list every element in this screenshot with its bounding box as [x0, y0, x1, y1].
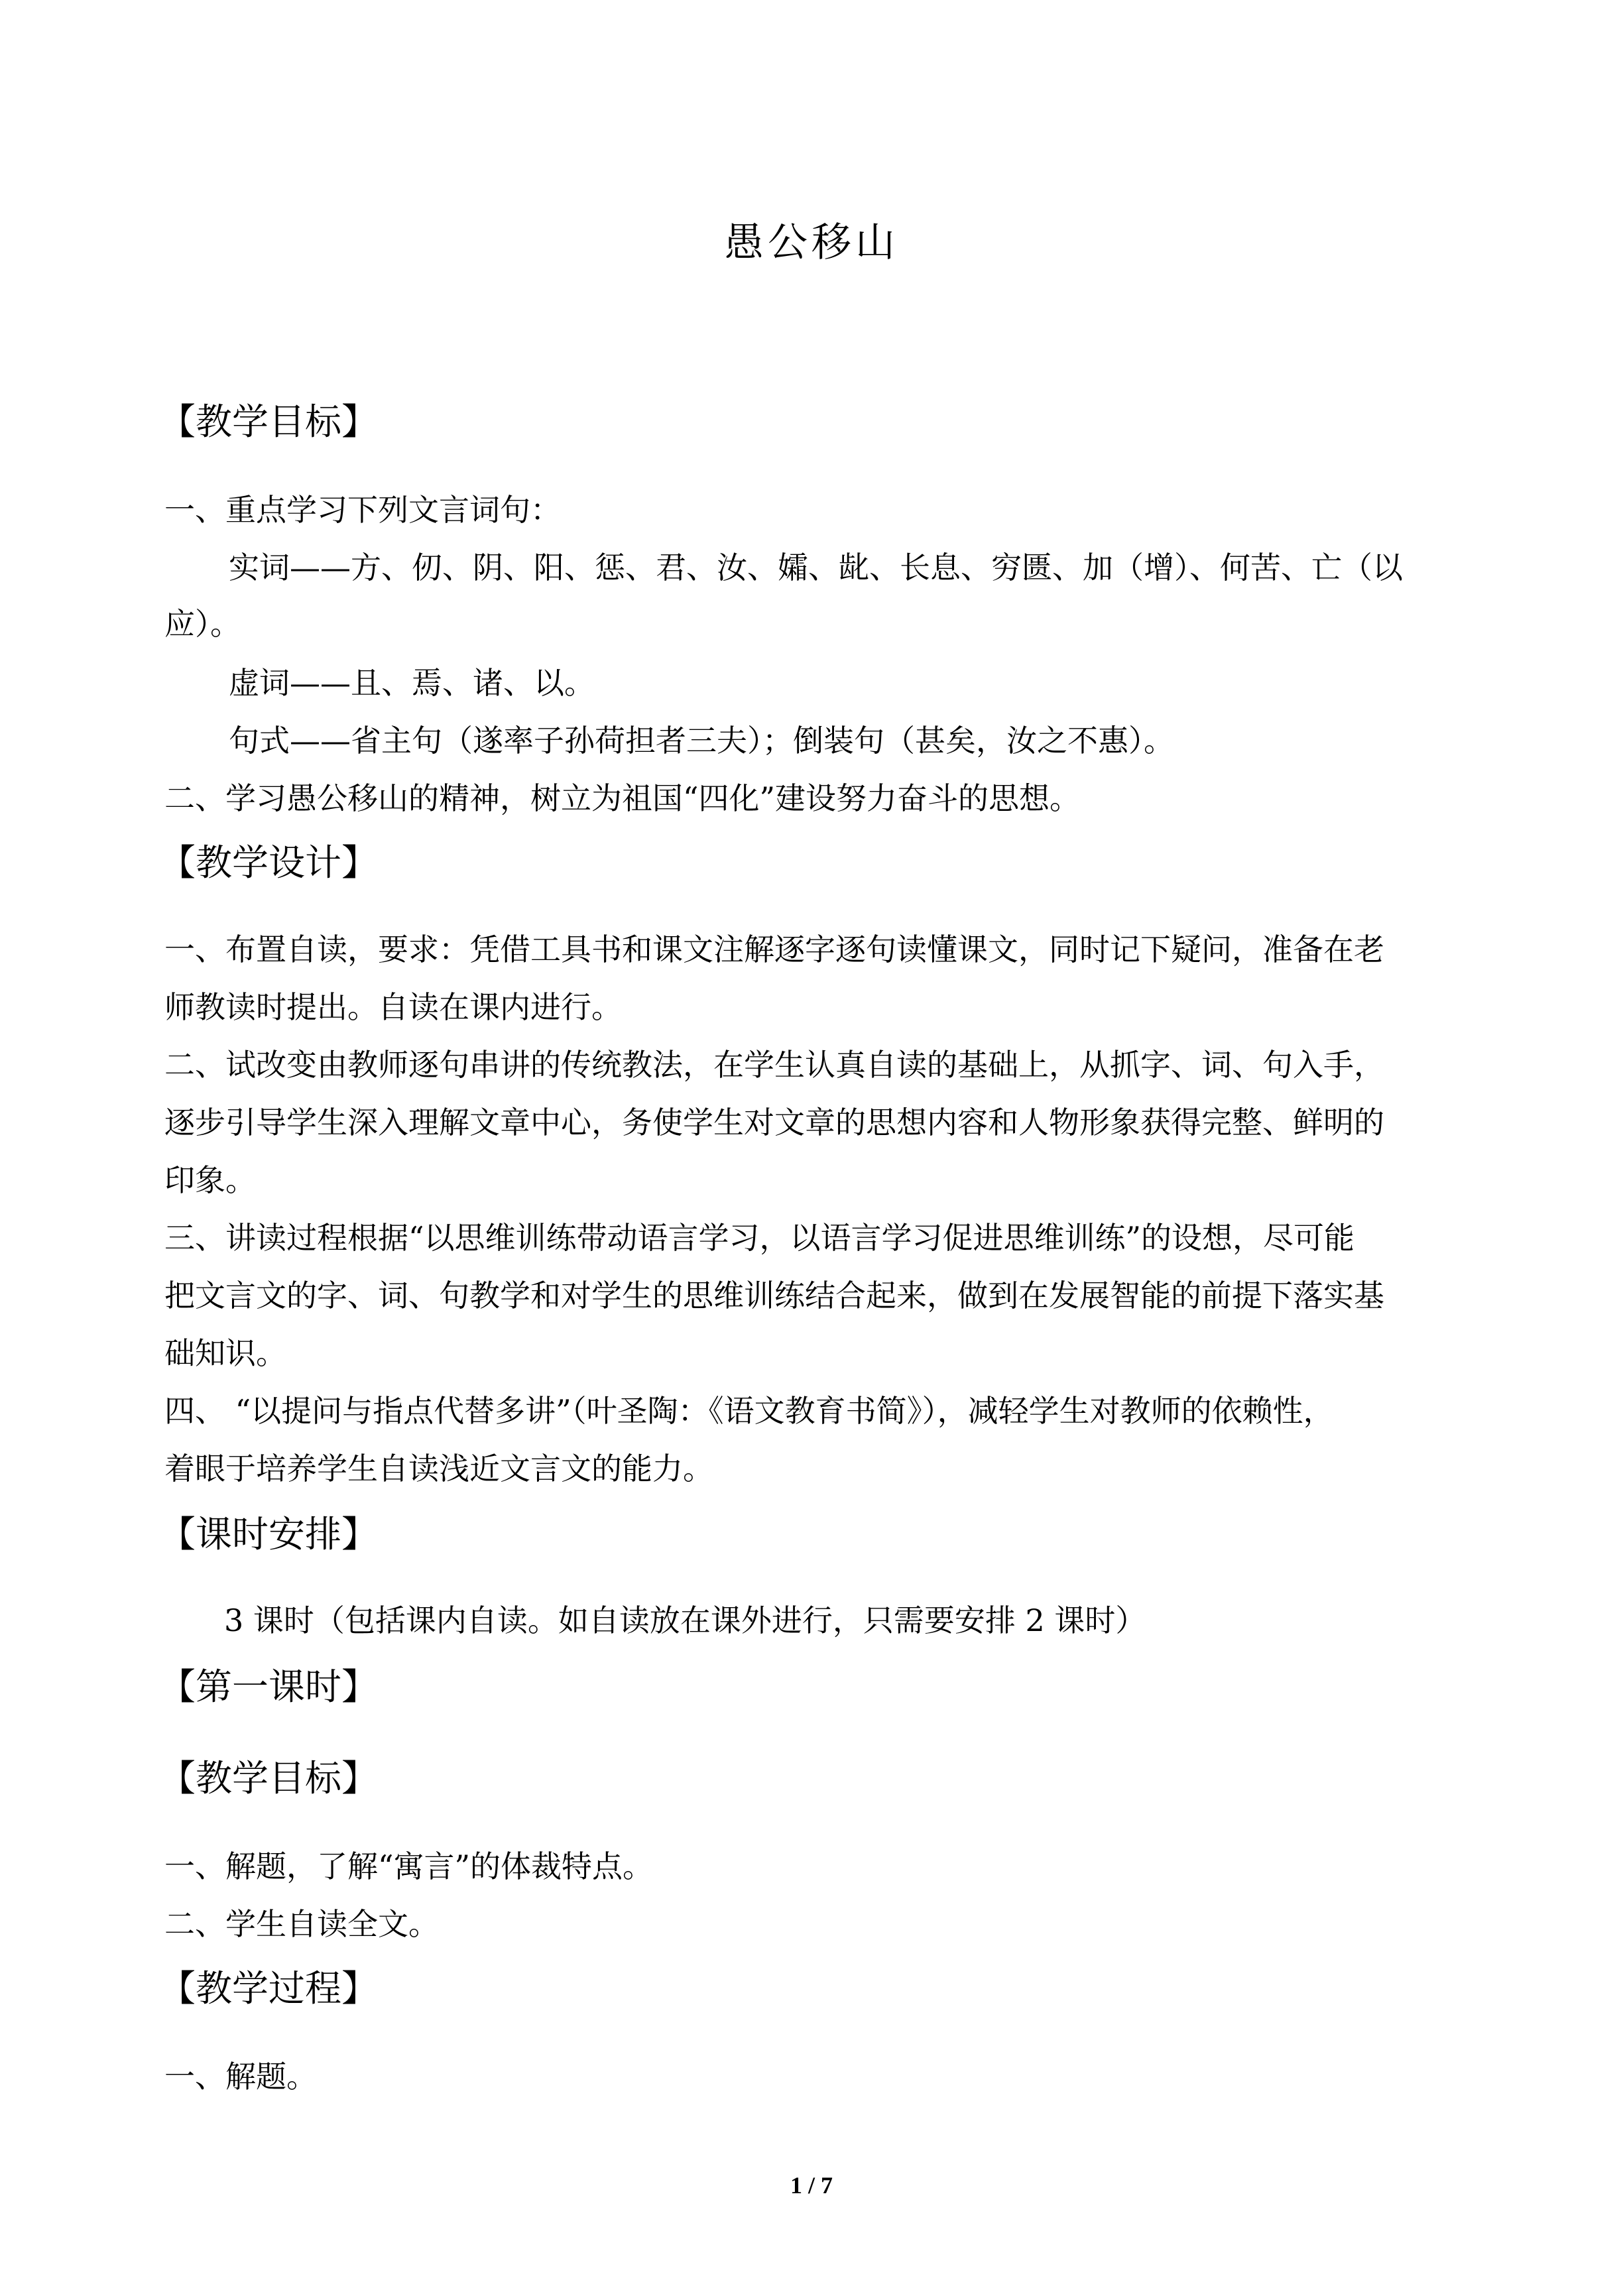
section-heading-lesson-1-goals: 【教学目标】	[159, 1757, 379, 1799]
design-item-2-line-1: 二、试改变由教师逐句串讲的传统教法，在学生认真自读的基础上，从抓字、词、句入手，	[164, 1047, 1384, 1083]
section-heading-lesson-1: 【第一课时】	[159, 1665, 379, 1708]
section-heading-design: 【教学设计】	[159, 841, 379, 884]
design-item-3-line-3: 础知识。	[164, 1335, 286, 1371]
page-title: 愚公移山	[724, 219, 899, 266]
goals-shici-line-1: 实词——方、仞、阴、阳、惩、君、汝、孀、龀、长息、穷匮、加（增）、何苦、亡（以	[229, 550, 1403, 585]
section-heading-process: 【教学过程】	[159, 1967, 379, 2010]
goals-item-1: 一、重点学习下列文言词句：	[164, 492, 561, 528]
goals-shici-line-2: 应）。	[164, 606, 241, 642]
section-heading-goals: 【教学目标】	[159, 400, 379, 443]
design-item-3-line-1: 三、讲读过程根据“以思维训练带动语言学习，以语言学习促进思维训练”的设想，尽可能	[164, 1220, 1355, 1256]
section-heading-schedule: 【课时安排】	[159, 1513, 379, 1555]
lesson-1-goals-item-1: 一、解题，了解“寓言”的体裁特点。	[164, 1848, 654, 1884]
design-item-2-line-3: 印象。	[164, 1162, 256, 1198]
design-item-4-line-1: 四、 “以提问与指点代替多讲”（叶圣陶：《语文教育书简》），减轻学生对教师的依赖性，	[164, 1393, 1334, 1429]
design-item-2-line-2: 逐步引导学生深入理解文章中心，务使学生对文章的思想内容和人物形象获得完整、鲜明的	[164, 1105, 1384, 1140]
design-item-1-line-1: 一、布置自读，要求：凭借工具书和课文注解逐字逐句读懂课文，同时记下疑问，准备在老	[164, 932, 1384, 967]
schedule-text: 3 课时（包括课内自读。如自读放在课外进行，只需要安排 2 课时）	[224, 1602, 1146, 1638]
page-number: 1 / 7	[790, 2172, 833, 2199]
design-item-3-line-2: 把文言文的字、词、句教学和对学生的思维训练结合起来，做到在发展智能的前提下落实基	[164, 1278, 1384, 1313]
lesson-1-goals-item-2: 二、学生自读全文。	[164, 1906, 439, 1942]
goals-item-2: 二、学习愚公移山的精神，树立为祖国“四化”建设努力奋斗的思想。	[164, 780, 1081, 816]
goals-xuci: 虚词——且、焉、诸、以。	[229, 665, 595, 701]
goals-jushi: 句式——省主句（遂率子孙荷担者三夫）；倒装句（甚矣，汝之不惠）。	[229, 723, 1174, 758]
process-item-1: 一、解题。	[164, 2059, 317, 2094]
design-item-1-line-2: 师教读时提出。自读在课内进行。	[164, 989, 622, 1025]
design-item-4-line-2: 着眼于培养学生自读浅近文言文的能力。	[164, 1451, 713, 1486]
